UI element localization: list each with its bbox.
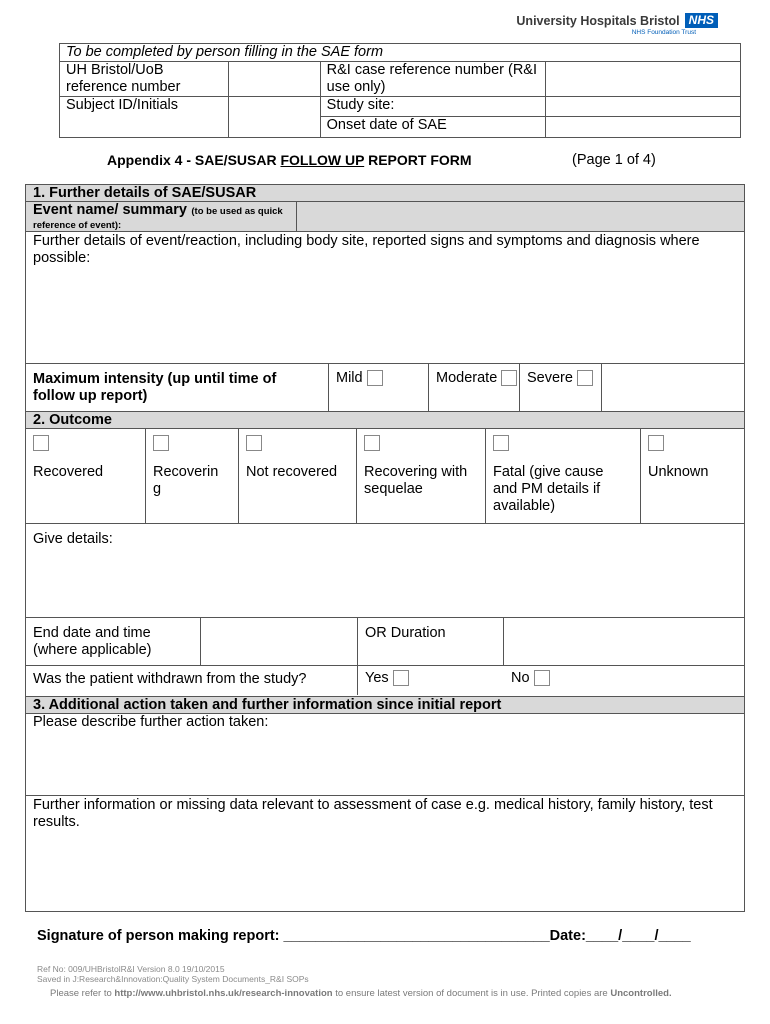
intensity-row <box>26 364 744 411</box>
severe-checkbox[interactable] <box>577 370 593 386</box>
intensity-blank <box>602 364 744 411</box>
section3-header: 3. Additional action taken and further information since initial report <box>26 696 744 714</box>
footer-url-link[interactable]: http://www.uhbristol.nhs.uk/research-innovation <box>114 988 333 999</box>
onset-field[interactable] <box>546 117 741 138</box>
title-underlined: FOLLOW UP <box>280 152 365 168</box>
severe-option[interactable] <box>520 364 602 411</box>
further-details-box[interactable] <box>26 232 744 364</box>
nhs-badge: NHS <box>685 13 718 28</box>
yes-label: Yes <box>365 670 389 686</box>
onset-label: Onset date of SAE <box>320 117 546 138</box>
trust-logo <box>516 13 718 36</box>
outcome-not-recovered[interactable] <box>239 429 357 523</box>
further-action-label: Please describe further action taken: <box>33 714 269 730</box>
mild-option[interactable] <box>329 364 429 411</box>
section2-header: 2. Outcome <box>26 411 744 429</box>
footer-saved: Saved in J:Research&Innovation:Quality System Documents_R&I SOPs <box>37 974 309 984</box>
withdrawn-yes[interactable] <box>358 666 504 695</box>
fatal-checkbox[interactable] <box>493 435 509 451</box>
further-info-box[interactable] <box>26 796 744 910</box>
outcome-options-row <box>26 429 744 524</box>
reference-table <box>59 43 741 138</box>
footer-refer-middle: to ensure latest version of document is in use. Printed copies are <box>332 988 611 999</box>
not-recovered-checkbox[interactable] <box>246 435 262 451</box>
section-outcome <box>25 411 745 696</box>
study-site-field[interactable] <box>546 97 741 117</box>
section-additional-action <box>25 696 745 912</box>
moderate-checkbox[interactable] <box>501 370 517 386</box>
not-recovered-label: Not recovered <box>246 464 338 480</box>
outcome-recovering[interactable] <box>146 429 239 523</box>
subject-field[interactable] <box>228 97 320 138</box>
page-number: (Page 1 of 4) <box>572 152 656 168</box>
duration-field[interactable] <box>504 618 744 665</box>
section-further-details <box>25 184 745 412</box>
title-prefix: Appendix 4 - SAE/SUSAR <box>107 152 281 168</box>
form-title <box>107 152 472 168</box>
footer-ref: Ref No: 009/UHBristolR&I Version 8.0 19/10/2015 <box>37 964 225 974</box>
severe-label: Severe <box>527 370 573 386</box>
intensity-label: Maximum intensity (up until time of follow up report) <box>26 364 329 411</box>
sequelae-label: Recovering with sequelae <box>364 464 468 497</box>
moderate-option[interactable] <box>429 364 520 411</box>
subject-label: Subject ID/Initials <box>60 97 229 138</box>
event-summary-label: Event name/ summary <box>33 202 187 218</box>
outcome-unknown[interactable] <box>641 429 744 523</box>
mild-label: Mild <box>336 370 363 386</box>
event-summary-label-cell <box>26 202 297 231</box>
uh-ref-label: UH Bristol/UoB reference number <box>60 62 229 97</box>
recovered-checkbox[interactable] <box>33 435 49 451</box>
event-summary-field[interactable] <box>297 202 744 231</box>
footer-refer-prefix: Please refer to <box>50 988 115 999</box>
further-action-box[interactable] <box>26 714 744 796</box>
end-date-label: End date and time (where applicable) <box>26 618 201 665</box>
mild-checkbox[interactable] <box>367 370 383 386</box>
section1-header: 1. Further details of SAE/SUSAR <box>26 184 744 202</box>
title-suffix: REPORT FORM <box>364 152 472 168</box>
ri-ref-label: R&I case reference number (R&I use only) <box>320 62 546 97</box>
give-details-box[interactable] <box>26 524 744 618</box>
withdrawn-no[interactable] <box>504 666 744 695</box>
study-site-label: Study site: <box>320 97 546 117</box>
sequelae-checkbox[interactable] <box>364 435 380 451</box>
event-summary-note: (to be used as quick reference of event): <box>33 206 283 231</box>
withdrawn-question: Was the patient withdrawn from the study? <box>26 666 358 695</box>
duration-label: OR Duration <box>358 618 504 665</box>
uh-ref-field[interactable] <box>228 62 320 97</box>
event-summary-row <box>26 202 744 232</box>
ri-ref-field[interactable] <box>546 62 741 97</box>
reference-table-caption: To be completed by person filling in the SAE form <box>60 44 741 62</box>
recovering-checkbox[interactable] <box>153 435 169 451</box>
recovered-label: Recovered <box>33 464 104 480</box>
end-date-row <box>26 618 744 666</box>
fatal-label: Fatal (give cause and PM details if available) <box>493 464 604 514</box>
outcome-sequelae[interactable] <box>357 429 486 523</box>
footer-refer <box>50 988 672 999</box>
outcome-recovered[interactable] <box>26 429 146 523</box>
end-date-field[interactable] <box>201 618 358 665</box>
recovering-label: Recoverin g <box>153 464 219 497</box>
unknown-checkbox[interactable] <box>648 435 664 451</box>
give-details-label: Give details: <box>33 531 113 547</box>
further-info-label: Further information or missing data relevant to assessment of case e.g. medical history, family history, test results. <box>33 797 713 830</box>
outcome-fatal[interactable] <box>486 429 641 523</box>
logo-org-name: University Hospitals Bristol <box>516 13 680 28</box>
moderate-label: Moderate <box>436 370 498 386</box>
unknown-label: Unknown <box>648 464 709 480</box>
no-label: No <box>511 670 530 686</box>
no-checkbox[interactable] <box>534 670 550 686</box>
signature-line[interactable]: Signature of person making report: _________________________________Date:____/____/____ <box>37 928 691 944</box>
yes-checkbox[interactable] <box>393 670 409 686</box>
footer-uncontrolled: Uncontrolled. <box>610 988 672 999</box>
logo-subtitle: NHS Foundation Trust <box>631 29 696 36</box>
further-details-label: Further details of event/reaction, including body site, reported signs and symptoms and diagnosis where possible: <box>33 233 700 266</box>
withdrawn-row <box>26 666 744 695</box>
